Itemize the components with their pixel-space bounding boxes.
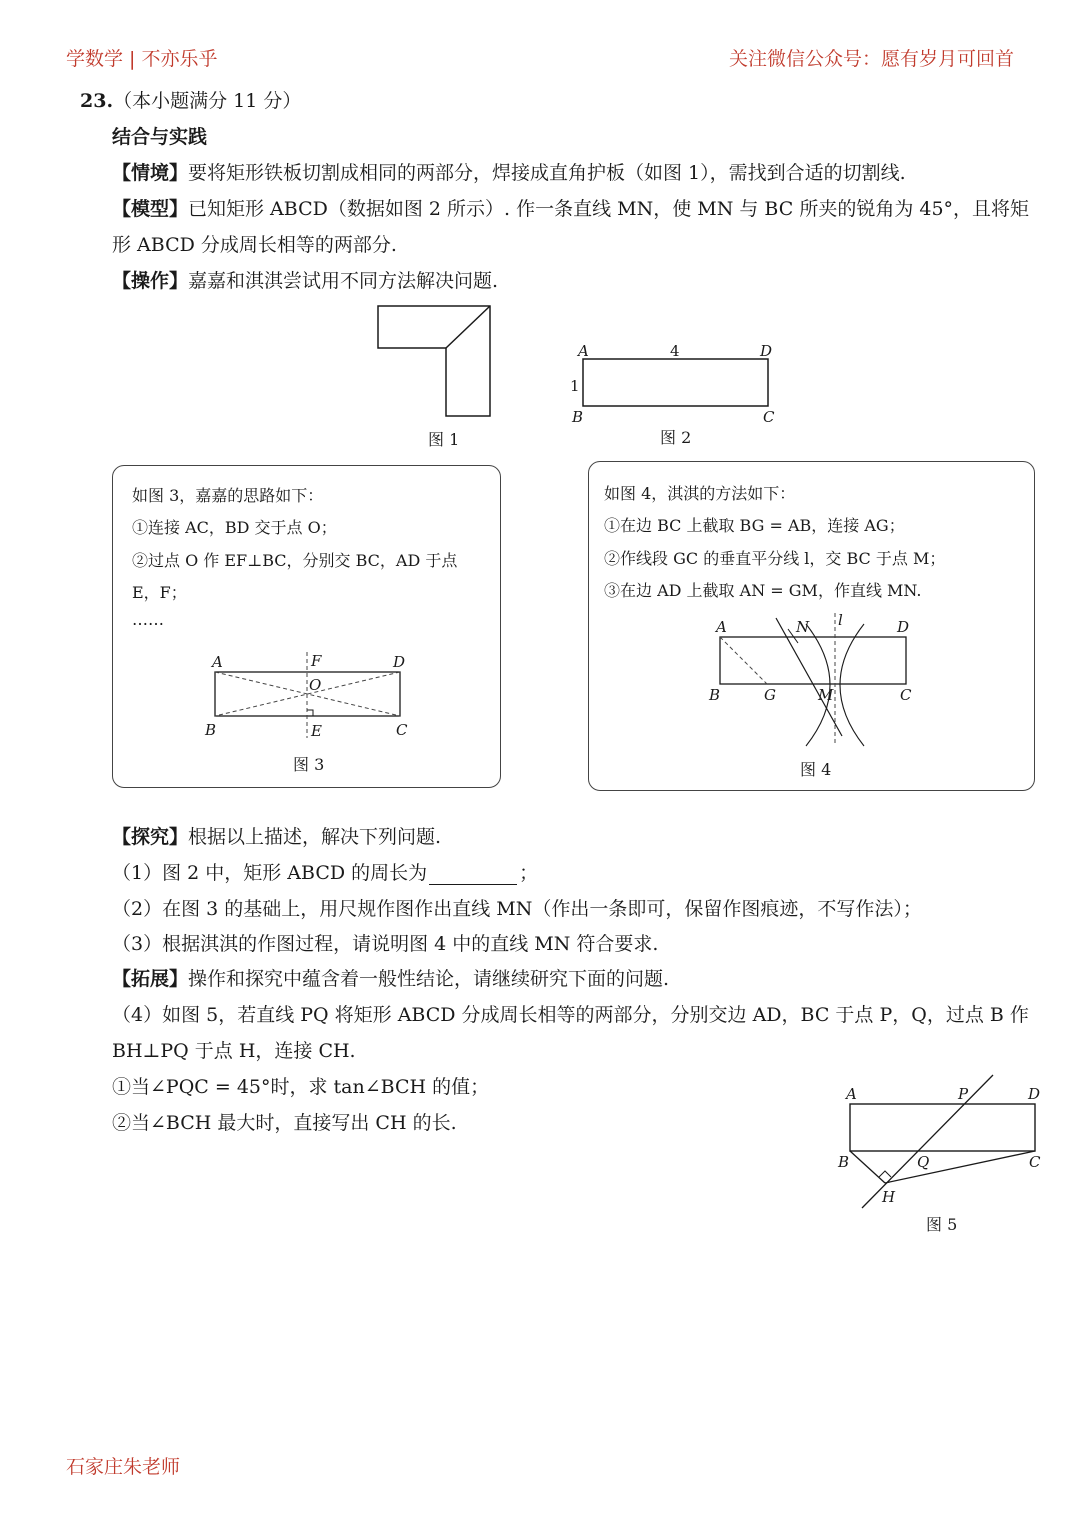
model-tag: 【模型】 <box>112 198 189 220</box>
box4-line-2: ①在边 BC 上截取 BG = AB，连接 AG； <box>604 516 905 535</box>
fig5-label-b: B <box>838 1153 850 1171</box>
fig5-caption: 图 5 <box>926 1215 958 1234</box>
box4-line-3: ②作线段 GC 的垂直平分线 l，交 BC 于点 M； <box>604 549 946 568</box>
model-line-1 <box>112 198 1029 221</box>
fig5-segment-bh <box>850 1151 885 1183</box>
fig4-label-a: A <box>716 618 727 636</box>
model-text-1: 已知矩形 ABCD（数据如图 2 所示）. 作一条直线 MN，使 MN 与 BC 所夹的锐角为 45°，且将矩 <box>188 198 1030 220</box>
fig3-label-e: E <box>311 722 322 740</box>
extend-intro: 操作和探究中蕴含着一般性结论，请继续研究下面的问题. <box>188 968 670 990</box>
fig4-segment-ag <box>720 637 767 684</box>
weld-line <box>446 306 490 348</box>
box4-line-4: ③在边 AD 上截取 AN = GM，作直线 MN. <box>604 581 922 600</box>
problem-theme: 结合与实践 <box>112 126 208 148</box>
fig4-label-l: l <box>838 611 843 629</box>
rectangle-abcd <box>583 359 768 406</box>
fig2-label-b: B <box>572 408 584 426</box>
fig4-caption: 图 4 <box>800 760 832 779</box>
fig5-label-h: H <box>882 1188 896 1206</box>
fig4-label-m: M <box>818 686 834 704</box>
header-left: 学数学 | 不亦乐乎 <box>66 48 218 70</box>
figure-1 <box>370 298 510 453</box>
qiqi-method-box <box>588 461 1035 791</box>
problem-score: （本小题满分 11 分） <box>113 90 302 112</box>
fig5-segment-ch <box>885 1151 1035 1183</box>
fig1-caption: 图 1 <box>428 430 460 449</box>
problem-heading <box>80 90 301 113</box>
figure-4 <box>704 610 924 782</box>
explore-line <box>112 826 441 849</box>
footer-author: 石家庄朱老师 <box>66 1456 181 1478</box>
fig3-label-o: O <box>309 676 322 694</box>
box4-line-1: 如图 4，淇淇的方法如下： <box>604 484 796 503</box>
question-1 <box>112 862 538 885</box>
fig5-label-a: A <box>846 1085 857 1103</box>
question-3: （3）根据淇淇的作图过程，请说明图 4 中的直线 MN 符合要求. <box>112 933 659 955</box>
fig5-label-c: C <box>1029 1153 1041 1171</box>
operation-text: 嘉嘉和淇淇尝试用不同方法解决问题. <box>188 270 499 292</box>
fig2-label-a: A <box>578 342 589 360</box>
fig3-label-a: A <box>212 653 223 671</box>
box3-line-2: ①连接 AC，BD 交于点 O； <box>132 518 337 537</box>
fig5-right-angle-mark <box>879 1171 891 1177</box>
figure-2 <box>560 338 790 453</box>
question-4-line-2: BH⊥PQ 于点 H，连接 CH. <box>112 1040 356 1062</box>
fig4-arc-right <box>840 624 864 746</box>
fig5-rectangle <box>850 1104 1035 1151</box>
situation-tag: 【情境】 <box>112 162 189 184</box>
fig4-label-g: G <box>764 686 776 704</box>
fig3-label-d: D <box>393 653 406 671</box>
fig5-label-d: D <box>1028 1085 1041 1103</box>
fig3-caption: 图 3 <box>293 755 325 774</box>
question-2: （2）在图 3 的基础上，用尺规作图作出直线 MN（作出一条即可，保留作图痕迹，不写作法）； <box>112 898 922 920</box>
question-4-sub-2: ②当∠BCH 最大时，直接写出 CH 的长. <box>112 1112 457 1134</box>
jiajia-method-box <box>112 465 501 788</box>
explore-intro: 根据以上描述，解决下列问题. <box>188 826 442 848</box>
operation-line <box>112 270 498 293</box>
question-4-sub-1: ①当∠PQC = 45°时，求 tan∠BCH 的值； <box>112 1076 490 1098</box>
fig5-label-q: Q <box>917 1153 930 1171</box>
operation-tag: 【操作】 <box>112 270 189 292</box>
header-right: 关注微信公众号：愿有岁月可回首 <box>728 48 1014 70</box>
situation-line <box>112 162 906 185</box>
question-4-line-1: （4）如图 5，若直线 PQ 将矩形 ABCD 分成周长相等的两部分，分别交边 AD，BC 于点 P，Q，过点 B 作 <box>112 1004 1029 1026</box>
figure-3 <box>203 648 423 776</box>
fig3-right-angle-mark <box>307 710 313 716</box>
q1-end: ； <box>519 862 539 884</box>
box3-line-3: ②过点 O 作 EF⊥BC，分别交 BC，AD 于点 <box>132 551 458 570</box>
fig3-label-f: F <box>311 652 322 670</box>
fig4-arc-left <box>806 624 830 746</box>
fig4-label-b: B <box>709 686 721 704</box>
fig2-caption: 图 2 <box>660 428 692 447</box>
box3-line-4: E，F； <box>132 583 187 602</box>
fig3-label-b: B <box>205 721 217 739</box>
fig2-length-top: 4 <box>670 342 680 360</box>
extend-line <box>112 968 669 991</box>
box3-line-5: …… <box>132 610 164 629</box>
fig3-label-c: C <box>396 721 408 739</box>
problem-number: 23. <box>80 90 114 112</box>
fig2-label-c: C <box>763 408 775 426</box>
fig2-label-d: D <box>760 342 773 360</box>
fig2-length-side: 1 <box>570 377 580 395</box>
model-line-2: 形 ABCD 分成周长相等的两部分. <box>112 234 397 256</box>
fig4-label-c: C <box>900 686 912 704</box>
box3-line-1: 如图 3，嘉嘉的思路如下： <box>132 486 324 505</box>
figure-5 <box>830 1072 1050 1242</box>
fig4-label-n: N <box>796 618 810 636</box>
fig5-label-p: P <box>958 1085 969 1103</box>
situation-text: 要将矩形铁板切割成相同的两部分，焊接成直角护板（如图 1），需找到合适的切割线. <box>188 162 906 184</box>
fig4-label-d: D <box>897 618 910 636</box>
answer-blank[interactable] <box>429 866 517 885</box>
fig4-rectangle <box>720 637 906 684</box>
q1-text: （1）图 2 中，矩形 ABCD 的周长为 <box>112 862 428 884</box>
explore-tag: 【探究】 <box>112 826 189 848</box>
extend-tag: 【拓展】 <box>112 968 189 990</box>
